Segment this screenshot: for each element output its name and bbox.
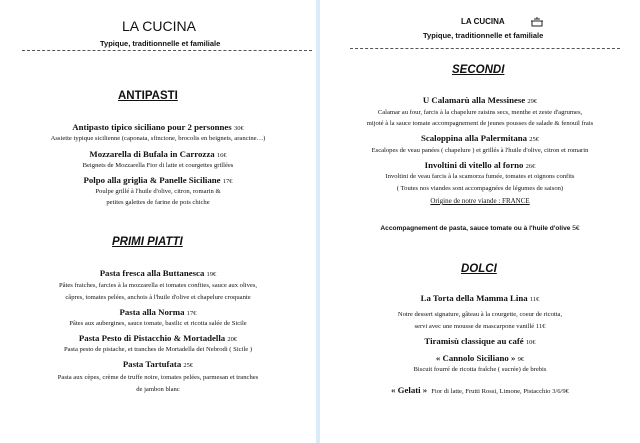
section-title-dolci: DOLCI xyxy=(461,263,497,275)
dish-name: Pasta Pesto di Pistacchio & Mortadella 20€ xyxy=(78,333,238,343)
section-title-secondi: SECONDI xyxy=(452,64,505,76)
dish-description: mijoté à la sauce tomate accompagnement de jeunes pousses de salade & fenouil frais xyxy=(366,120,594,127)
dish-name: Mozzarella di Bufala in Carrozza 16€ xyxy=(89,149,227,159)
dish-description: Calamar au four, farcis à la chapelure raisins secs, menthe et zeste d'agrumes, xyxy=(377,109,583,116)
dish-description: Pasta aux cèpes, crème de truffe noire, tomates pelées, parmesan et tranches xyxy=(57,374,259,381)
dish-description: Biscuit fourré de ricotta fraîche ( sucrée) de brebis xyxy=(413,366,547,373)
brand-tagline: Typique, traditionnelle et familiale xyxy=(100,39,221,48)
dish-name: Polpo alla griglia & Panelle Siciliane 17€ xyxy=(83,175,233,185)
dish-description: Escalopes de veau panées ( chapelure ) et grillés à l'huile d'olive, citron et romarin xyxy=(371,147,589,154)
cooking-pot-icon xyxy=(530,16,544,28)
dish-name: Pasta fresca alla Buttanesca 19€ xyxy=(99,268,217,278)
dish-description: de jambon blanc xyxy=(136,386,180,393)
accompaniment-note: Accompagnement de pasta, sauce tomate ou à l'huile d'olive 5€ xyxy=(380,225,580,232)
dish-description: Involtini de veau farcis à la scamorza fumée, tomates et oignons confits xyxy=(385,173,575,180)
dish-description: petites galettes de farine de pois chiche xyxy=(106,199,210,206)
menu-page-right xyxy=(320,0,640,443)
dish-gelati: « Gelati » Fior di latte, Frutti Rossi, Limone, Pistacchio 3/6/9€ xyxy=(391,385,569,395)
dish-description: Beignets de Mozzarella Fior di latte et courgettes grillées xyxy=(82,162,234,169)
dish-name: Pasta Tartufata 25€ xyxy=(122,359,194,369)
dish-name: Involtini di vitello al forno 26€ xyxy=(424,160,536,170)
dish-name: La Torta della Mamma Lina 11€ xyxy=(420,293,540,303)
dish-description: Pasta pesto de pistache, et tranches de Mortadella dei Nebrodi ( Sicile ) xyxy=(63,346,253,353)
dish-description: Pâtes aux aubergines, sauce tomate, basilic et ricotta salée de Sicile xyxy=(69,320,247,327)
dish-description: Poulpe grillé à l'huile d'olive, citron, romarin & xyxy=(95,188,221,195)
dish-description: Notre dessert signature, gâteau à la courgette, coeur de ricotta, xyxy=(397,311,563,318)
dish-name: Scaloppina alla Palermitana 25€ xyxy=(420,133,539,143)
dish-name: Pasta alla Norma 17€ xyxy=(119,307,197,317)
brand-tagline: Typique, traditionnelle et familiale xyxy=(423,31,544,40)
dish-name: Antipasto tipico siciliano pour 2 personnes 30€ xyxy=(72,122,244,132)
dish-description: Pâtes fraiches, farcies à la mozzarella et tomates confites, sauce aux olives, xyxy=(58,282,258,289)
dish-name: U Calamarù alla Messinese 29€ xyxy=(422,95,538,105)
section-title-antipasti: ANTIPASTI xyxy=(118,90,178,102)
section-title-primi: PRIMI PIATTI xyxy=(112,236,183,248)
divider xyxy=(22,50,312,51)
brand-title: LA CUCINA xyxy=(122,18,196,34)
meat-origin-note: Origine de notre viande : FRANCE xyxy=(430,197,530,205)
divider xyxy=(350,48,620,49)
dish-name: Tiramisù classique au café 10€ xyxy=(424,336,536,346)
menu-page-left xyxy=(0,0,316,443)
dish-description: câpres, tomates pelées, anchois à l'huile d'olive et chapelure croquante xyxy=(65,294,251,301)
dish-description: Assiette typique sicilienne (caponata, sfincione, brocolis en beignets, arancine…) xyxy=(50,135,266,142)
dish-name: « Cannolo Siciliano » 9€ xyxy=(435,353,525,363)
dish-description: ( Toutes nos viandes sont accompagnées de légumes de saison) xyxy=(396,185,564,192)
dish-description: servi avec une mousse de mascarpone vanillé 11€ xyxy=(414,323,546,330)
brand-title: LA CUCINA xyxy=(461,17,505,26)
